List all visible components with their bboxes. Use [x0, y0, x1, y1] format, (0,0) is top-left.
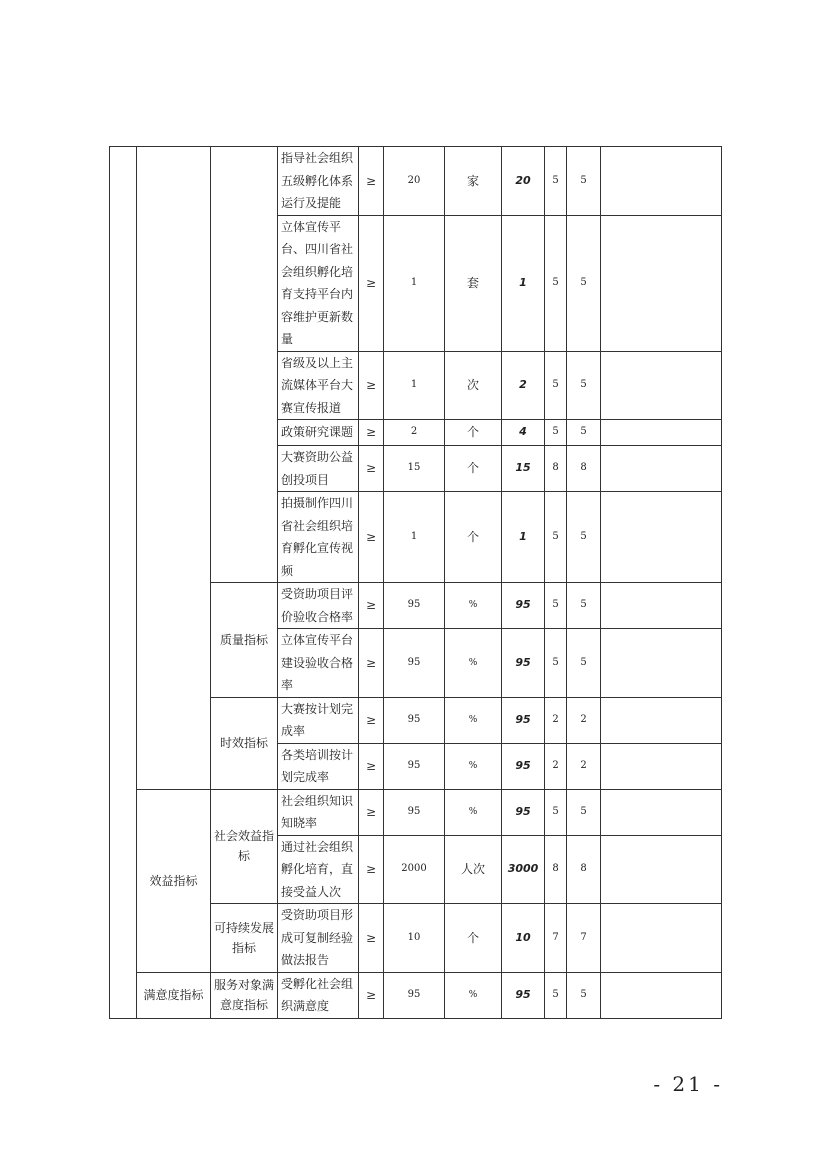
comparison-operator: ≥: [359, 446, 384, 492]
unit: 个: [445, 446, 502, 492]
comparison-operator: ≥: [359, 904, 384, 973]
target-value: 10: [384, 904, 445, 973]
weight: 2: [545, 697, 567, 743]
target-value: 95: [384, 697, 445, 743]
comparison-operator: ≥: [359, 351, 384, 420]
remark: [601, 351, 722, 420]
actual-value: 2: [502, 351, 545, 420]
score: 8: [567, 835, 601, 904]
weight: 5: [545, 492, 567, 583]
actual-value: 95: [502, 972, 545, 1018]
score: 8: [567, 446, 601, 492]
target-value: 95: [384, 629, 445, 698]
comparison-operator: ≥: [359, 789, 384, 835]
actual-value: 3000: [502, 835, 545, 904]
unit: 人次: [445, 835, 502, 904]
weight: 8: [545, 446, 567, 492]
target-value: 20: [384, 147, 445, 216]
unit: %: [445, 972, 502, 1018]
indicator-name: 省级及以上主流媒体平台大赛宣传报道: [278, 351, 359, 420]
remark: [601, 789, 722, 835]
weight: 7: [545, 904, 567, 973]
score: 5: [567, 583, 601, 629]
target-value: 2: [384, 420, 445, 446]
target-value: 2000: [384, 835, 445, 904]
unit: %: [445, 697, 502, 743]
actual-value: 1: [502, 492, 545, 583]
score: 5: [567, 420, 601, 446]
actual-value: 95: [502, 629, 545, 698]
level1-category: 效益指标: [137, 789, 211, 972]
unit: 家: [445, 147, 502, 216]
indicator-name: 各类培训按计划完成率: [278, 743, 359, 789]
unit: 个: [445, 904, 502, 973]
target-value: 1: [384, 492, 445, 583]
actual-value: 95: [502, 583, 545, 629]
indicator-name: 受资助项目评价验收合格率: [278, 583, 359, 629]
level2-category: 可持续发展指标: [211, 904, 278, 973]
comparison-operator: ≥: [359, 492, 384, 583]
score: 2: [567, 697, 601, 743]
weight: 5: [545, 789, 567, 835]
weight: 5: [545, 583, 567, 629]
weight: 2: [545, 743, 567, 789]
indicator-name: 政策研究课题: [278, 420, 359, 446]
weight: 5: [545, 420, 567, 446]
remark: [601, 492, 722, 583]
unit: %: [445, 629, 502, 698]
actual-value: 10: [502, 904, 545, 973]
actual-value: 15: [502, 446, 545, 492]
target-value: 15: [384, 446, 445, 492]
remark: [601, 697, 722, 743]
unit: %: [445, 583, 502, 629]
unit: 次: [445, 351, 502, 420]
unit: 个: [445, 420, 502, 446]
score: 5: [567, 147, 601, 216]
page-number: - 21 -: [653, 1072, 723, 1096]
table-row: [110, 147, 722, 216]
table-row: [110, 789, 722, 835]
target-value: 95: [384, 972, 445, 1018]
score: 2: [567, 743, 601, 789]
remark: [601, 743, 722, 789]
indicator-name: 受孵化社会组织满意度: [278, 972, 359, 1018]
unit: %: [445, 743, 502, 789]
comparison-operator: ≥: [359, 420, 384, 446]
score: 7: [567, 904, 601, 973]
unit: 个: [445, 492, 502, 583]
indicator-name: 受资助项目形成可复制经验做法报告: [278, 904, 359, 973]
actual-value: 95: [502, 697, 545, 743]
actual-value: 20: [502, 147, 545, 216]
table-row: [110, 972, 722, 1018]
remark: [601, 583, 722, 629]
unit: 套: [445, 215, 502, 351]
score: 5: [567, 629, 601, 698]
comparison-operator: ≥: [359, 215, 384, 351]
comparison-operator: ≥: [359, 972, 384, 1018]
target-value: 95: [384, 743, 445, 789]
weight: 5: [545, 351, 567, 420]
level2-category: 社会效益指标: [211, 789, 278, 904]
level2-category: 时效指标: [211, 697, 278, 789]
level2-category: 服务对象满意度指标: [211, 972, 278, 1018]
indicator-name: 拍摄制作四川省社会组织培育孵化宣传视频: [278, 492, 359, 583]
score: 5: [567, 215, 601, 351]
remark: [601, 972, 722, 1018]
comparison-operator: ≥: [359, 743, 384, 789]
weight: 5: [545, 629, 567, 698]
score: 5: [567, 492, 601, 583]
actual-value: 1: [502, 215, 545, 351]
indicator-name: 通过社会组织孵化培育，直接受益人次: [278, 835, 359, 904]
actual-value: 4: [502, 420, 545, 446]
indicator-name: 社会组织知识知晓率: [278, 789, 359, 835]
remark: [601, 835, 722, 904]
weight: 5: [545, 147, 567, 216]
score: 5: [567, 972, 601, 1018]
indicator-name: 立体宣传平台、四川省社会组织孵化培育支持平台内容维护更新数量: [278, 215, 359, 351]
level1-category: 满意度指标: [137, 972, 211, 1018]
remark: [601, 215, 722, 351]
level2-category: 质量指标: [211, 583, 278, 698]
comparison-operator: ≥: [359, 629, 384, 698]
performance-indicator-table: [109, 146, 722, 1019]
target-value: 95: [384, 583, 445, 629]
indicator-name: 大赛按计划完成率: [278, 697, 359, 743]
comparison-operator: ≥: [359, 583, 384, 629]
indicator-name: 指导社会组织五级孵化体系运行及提能: [278, 147, 359, 216]
actual-value: 95: [502, 743, 545, 789]
remark: [601, 446, 722, 492]
actual-value: 95: [502, 789, 545, 835]
remark: [601, 629, 722, 698]
unit: %: [445, 789, 502, 835]
comparison-operator: ≥: [359, 147, 384, 216]
weight: 8: [545, 835, 567, 904]
comparison-operator: ≥: [359, 697, 384, 743]
level2-category-empty: [211, 147, 278, 583]
remark: [601, 420, 722, 446]
target-value: 95: [384, 789, 445, 835]
target-value: 1: [384, 215, 445, 351]
score: 5: [567, 789, 601, 835]
level1-category-empty: [137, 147, 211, 790]
comparison-operator: ≥: [359, 835, 384, 904]
target-value: 1: [384, 351, 445, 420]
remark: [601, 147, 722, 216]
score: 5: [567, 351, 601, 420]
indicator-name: 大赛资助公益创投项目: [278, 446, 359, 492]
blank-first-column: [110, 147, 137, 1019]
indicator-name: 立体宣传平台建设验收合格率: [278, 629, 359, 698]
weight: 5: [545, 972, 567, 1018]
remark: [601, 904, 722, 973]
weight: 5: [545, 215, 567, 351]
